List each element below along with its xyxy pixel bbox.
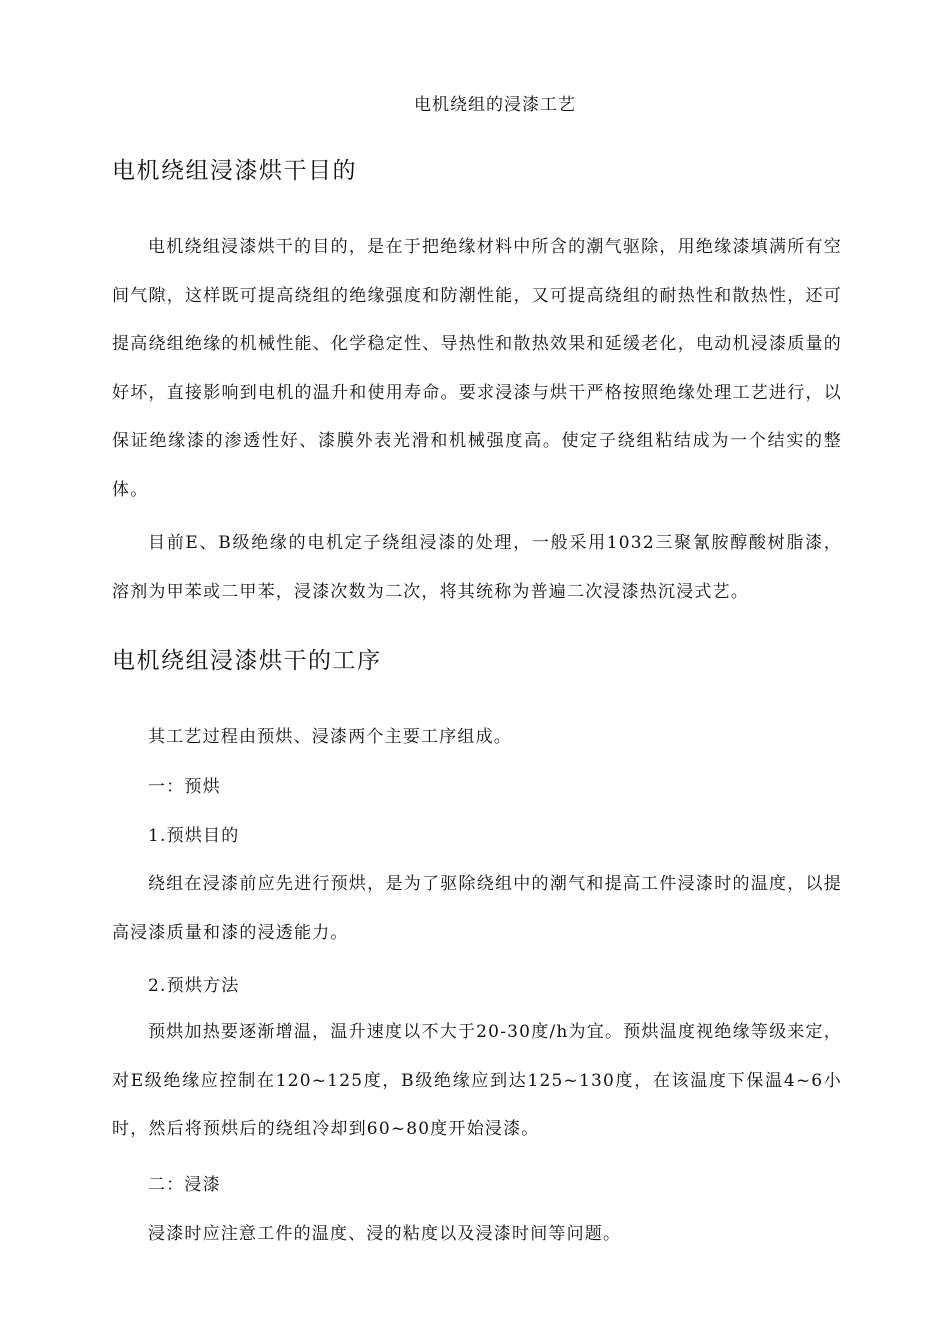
section1-paragraph-2: 目前E、B级绝缘的电机定子绕组浸漆的处理，一般采用1032三聚氰胺醇酸树脂漆，溶剂为甲苯或二甲苯，浸漆次数为二次，将其统称为普遍二次浸漆热沉浸式艺。 — [112, 533, 842, 602]
step1-2-text: 预烘加热要逐渐增温，温升速度以不大于20-30度/h为宜。预烘温度视绝缘等级来定，对E级绝缘应控制在120~125度，B级绝缘应到达125~130度，在该温度下保温4~6小时，然后将预烘后的绕组冷却到60~80度开始浸漆。 — [112, 1022, 842, 1139]
section2-intro: 其工艺过程由预烘、浸漆两个主要工序组成。 — [148, 727, 512, 747]
step1-1-text: 绕组在浸漆前应先进行预烘，是为了驱除绕组中的潮气和提高工件浸漆时的温度，以提高浸漆质量和漆的浸透能力。 — [112, 874, 842, 943]
step1-label: 一：预烘 — [148, 777, 221, 797]
step2-text: 浸漆时应注意工件的温度、浸的粘度以及浸漆时间等问题。 — [148, 1224, 622, 1244]
document-title: 电机绕组的浸漆工艺 — [414, 95, 576, 115]
step1-2-label: 2.预烘方法 — [148, 976, 240, 996]
step1-1-label: 1.预烘目的 — [148, 826, 240, 846]
section1-heading: 电机绕组浸漆烘干目的 — [112, 158, 357, 184]
step2-label: 二：浸漆 — [148, 1175, 221, 1195]
section1-paragraph-1: 电机绕组浸漆烘干的目的，是在于把绝缘材料中所含的潮气驱除，用绝缘漆填满所有空间气隙，这样既可提高绕组的绝缘强度和防潮性能，又可提高绕组的耐热性和散热性，还可提高绕组绝缘的机械性能、化学稳定性、导热性和散热效果和延缓老化，电动机浸漆质量的好坏，直接影响到电机的温升和使用寿命。要求浸漆与烘干严格按照绝缘处理工艺进行，以保证绝缘漆的渗透性好、漆膜外表光滑和机械强度高。使定子绕组粘结成为一个结实的整体。 — [112, 237, 842, 500]
section2-heading: 电机绕组浸漆烘干的工序 — [112, 648, 382, 674]
